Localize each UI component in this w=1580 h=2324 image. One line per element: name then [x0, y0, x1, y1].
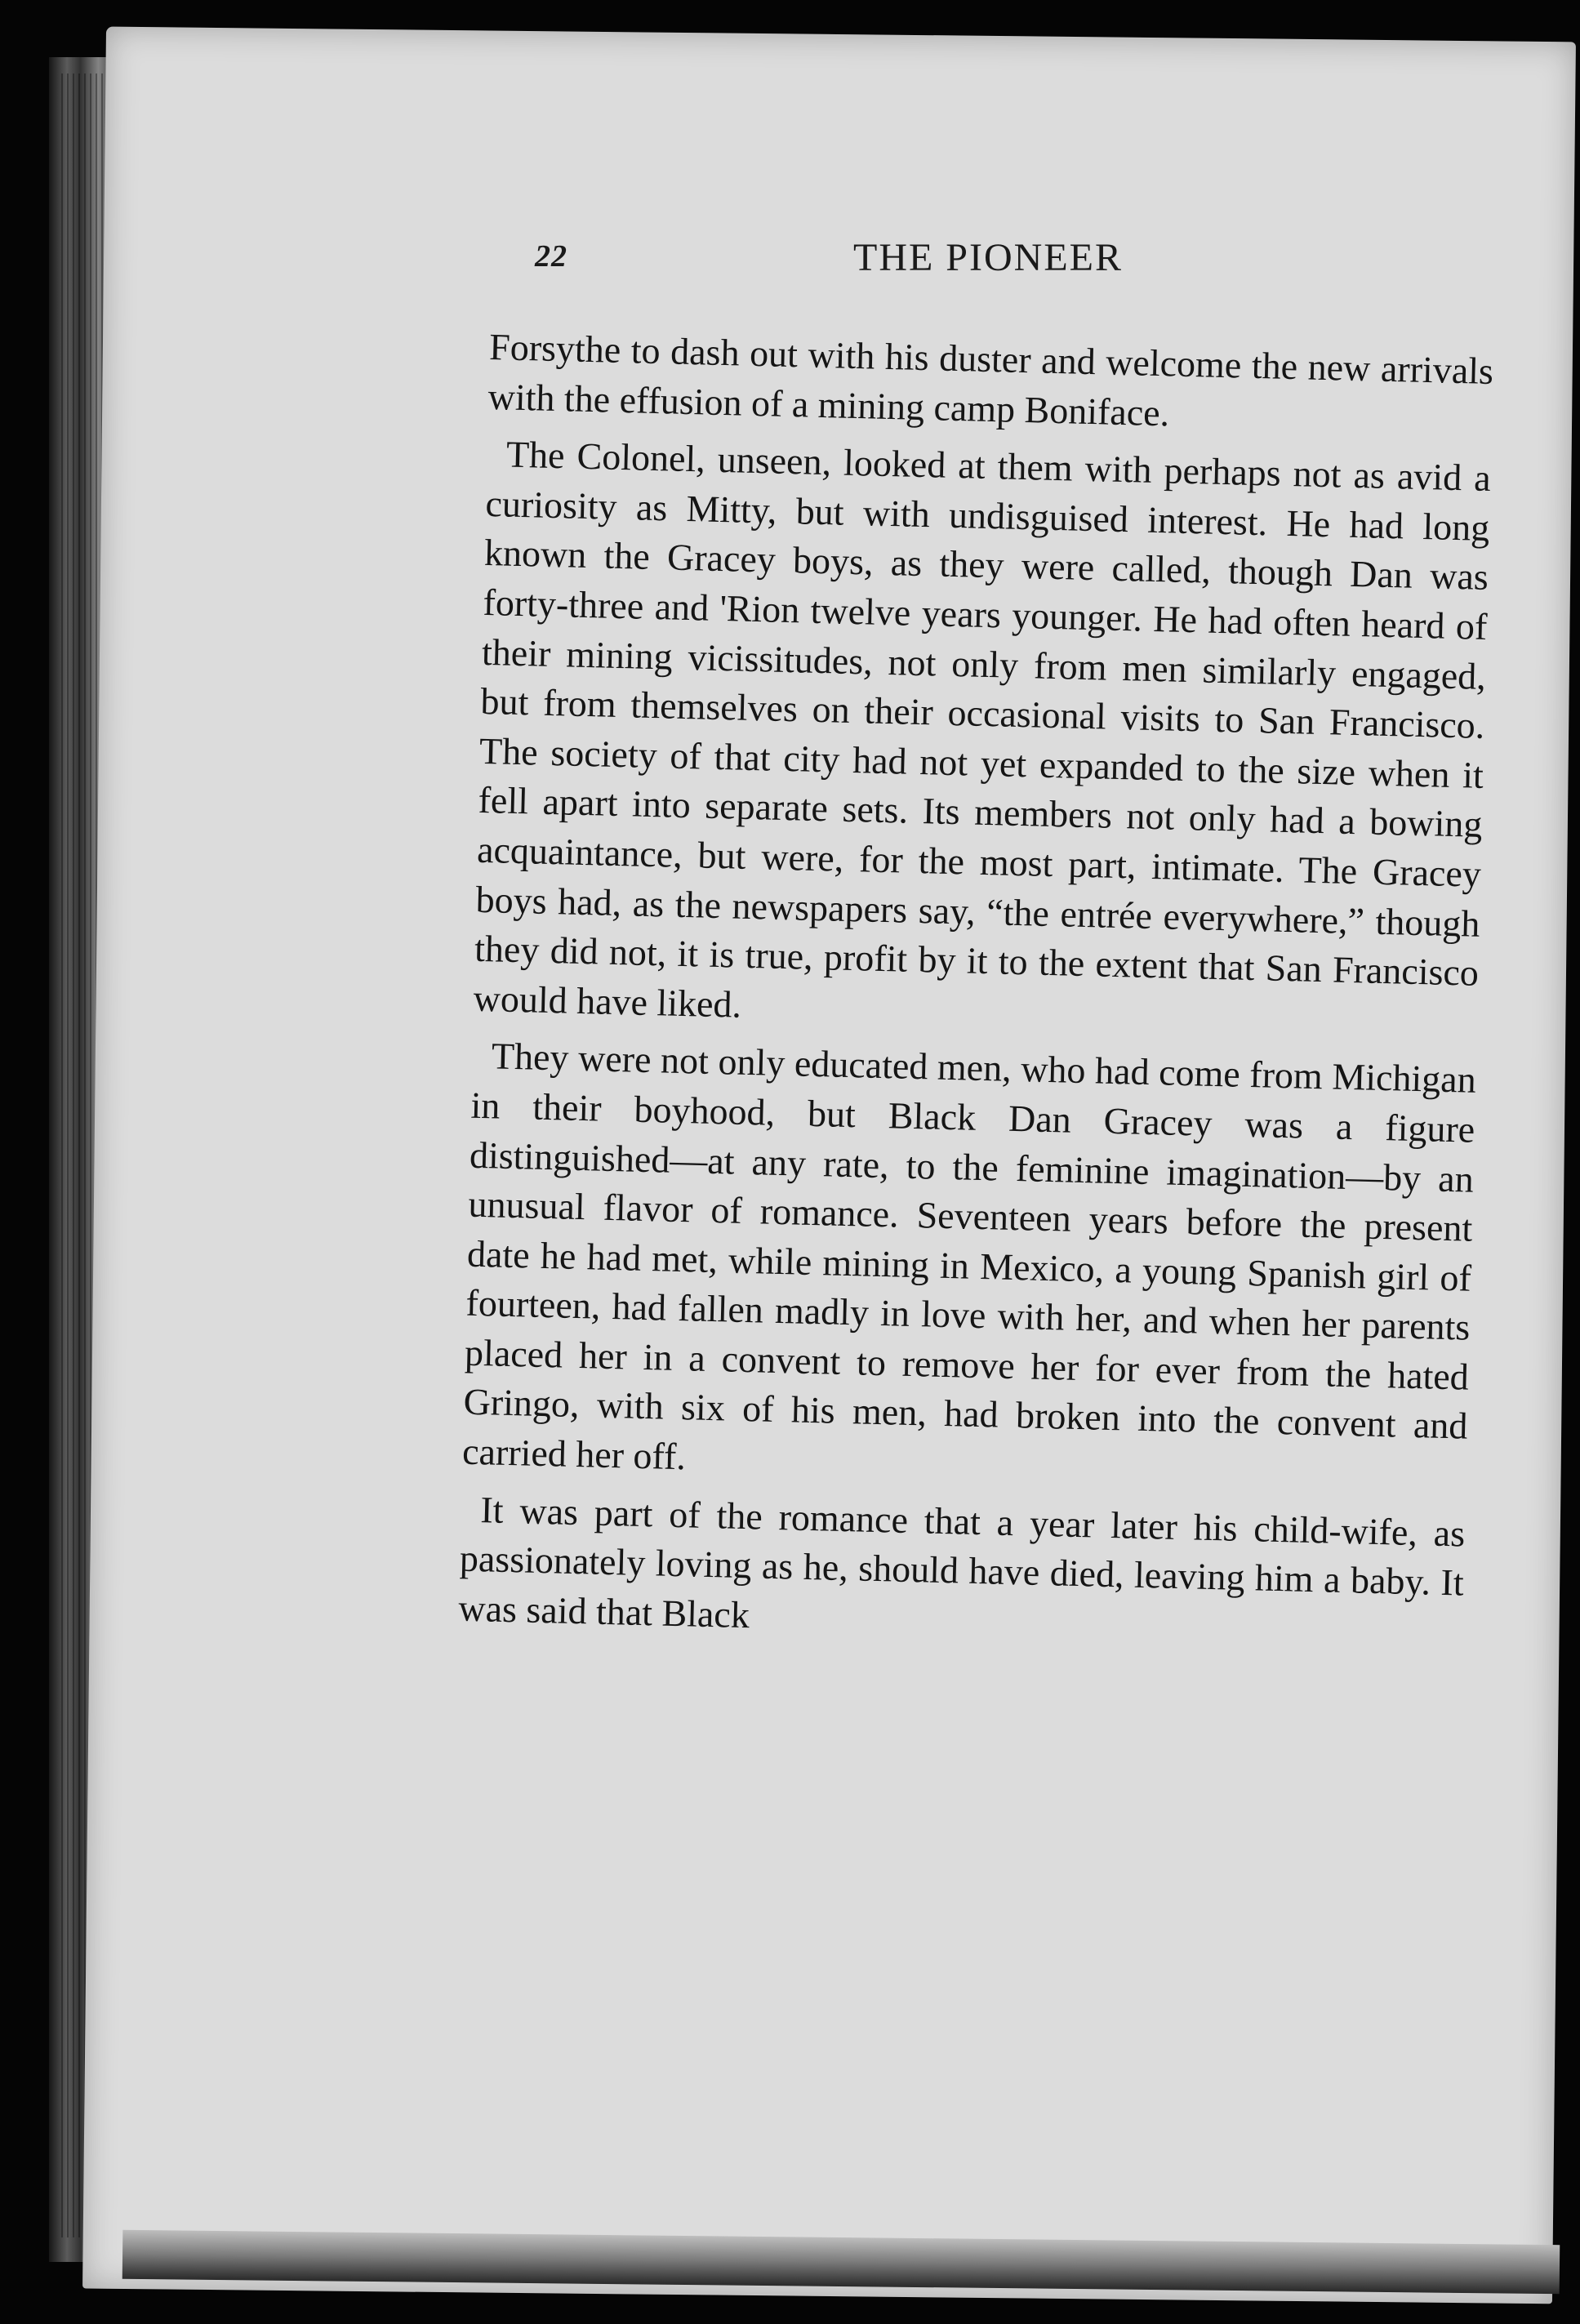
body-text [458, 323, 1494, 1666]
paragraph-2: The Colonel, unseen, looked at them with perhaps not as avid a curiosity as Mitty, but with undisguised interest. He had long known the Gracey boys, as they were called, though Dan was forty-three and 'Rion twelve years younger. He had often heard of their mining vicissitudes, not only from men similarly engaged, but from themselves on their occasional visits to San Francisco. The society of that city had not yet expanded to the size when it fell apart into separate sets. Its members not only had a bowing acquaintance, but were, for the most part, intimate. The Gracey boys had, as the newspapers say, “the entrée everywhere,” though they did not, it is true, profit by it to the extent that San Francisco would have liked. [473, 433, 1492, 1026]
paragraph-4: It was part of the romance that a year later his child-wife, as passionately loving as he, should have died, leaving him a baby. It was said that Black [457, 1488, 1466, 1636]
paragraph-3: They were not only educated men, who had come from Michigan in their boyhood, but Black Dan Gracey was a figure distinguished—at any rate, to the feminine imagination—by an unusual flavor of romance. Seventeen years before the present date he had met, while mining in Mexico, a young Spanish girl of fourteen, had fallen madly in love with her, and when her parents placed her in a convent to remove her for ever from the hated Gringo, with six of his men, had broken into the convent and carried her off. [461, 1035, 1477, 1478]
paragraph-1: Forsythe to dash out with his duster and welcome the new arrivals with the effusion of a mining camp Boniface. [487, 325, 1494, 434]
page-number: 22 [535, 239, 567, 274]
running-head: THE PIONEER [853, 236, 1123, 279]
page-header [535, 238, 1498, 287]
